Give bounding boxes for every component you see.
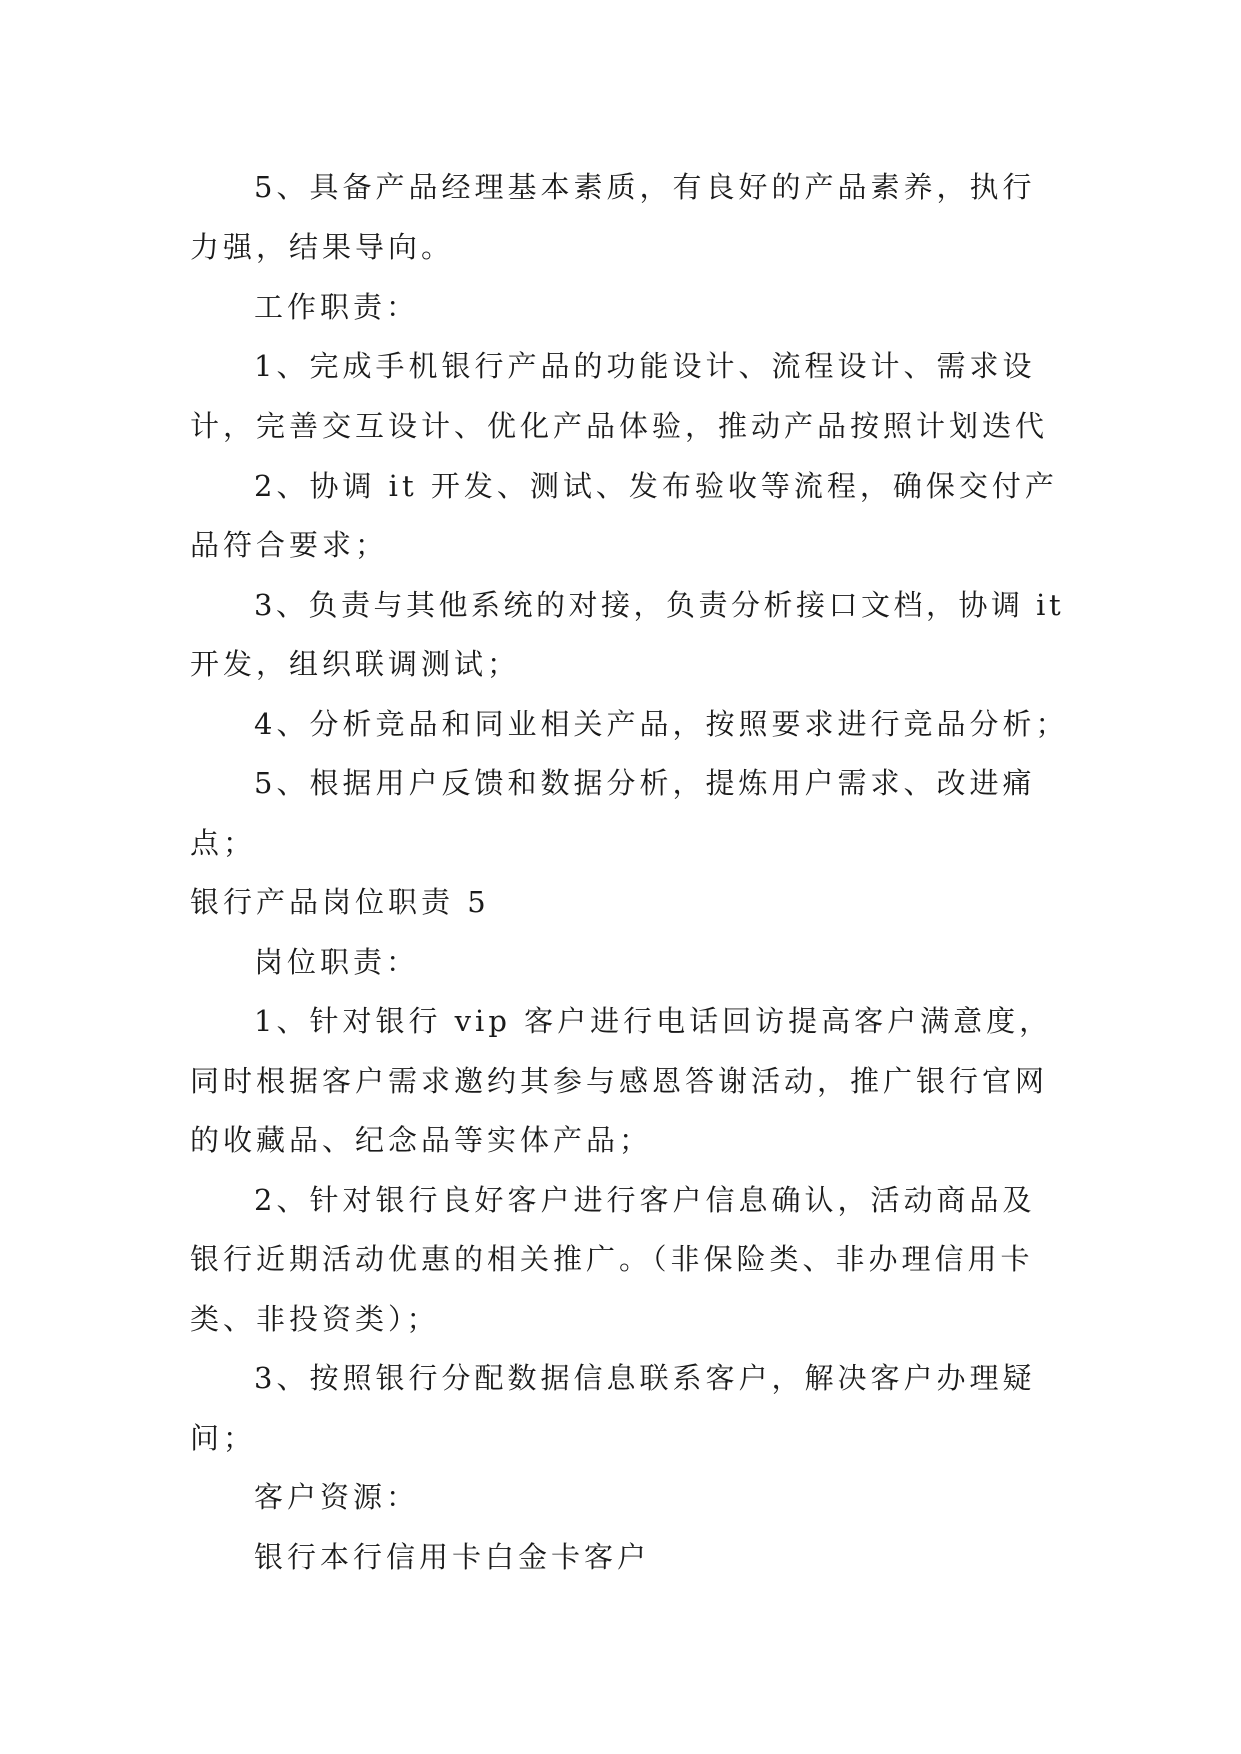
section-heading: 岗位职责： xyxy=(254,945,420,979)
paragraph-line: 银行近期活动优惠的相关推广。（非保险类、非办理信用卡 xyxy=(190,1242,1034,1276)
section-heading: 客户资源： xyxy=(254,1480,420,1514)
paragraph-line: 点； xyxy=(190,826,257,860)
paragraph-line: 品符合要求； xyxy=(190,528,389,562)
paragraph-line: 类、非投资类）； xyxy=(190,1302,440,1336)
paragraph-line: 2、针对银行良好客户进行客户信息确认，活动商品及 xyxy=(254,1183,1036,1217)
paragraph-line: 5、具备产品经理基本素质，有良好的产品素养，执行 xyxy=(254,170,1036,204)
paragraph-line: 银行本行信用卡白金卡客户 xyxy=(254,1540,651,1574)
paragraph-line: 4、分析竞品和同业相关产品，按照要求进行竞品分析； xyxy=(254,707,1069,741)
paragraph-line: 同时根据客户需求邀约其参与感恩答谢活动，推广银行官网 xyxy=(190,1064,1049,1098)
section-title: 银行产品岗位职责 5 xyxy=(190,885,490,919)
paragraph-line: 的收藏品、纪念品等实体产品； xyxy=(190,1123,653,1157)
paragraph-line: 计，完善交互设计、优化产品体验，推动产品按照计划迭代 xyxy=(190,409,1049,443)
paragraph-line: 2、协调 it 开发、测试、发布验收等流程，确保交付产 xyxy=(254,469,1058,503)
paragraph-line: 1、完成手机银行产品的功能设计、流程设计、需求设 xyxy=(254,349,1036,383)
paragraph-line: 开发，组织联调测试； xyxy=(190,647,521,681)
section-heading: 工作职责： xyxy=(254,290,420,324)
paragraph-line: 3、负责与其他系统的对接，负责分析接口文档，协调 it xyxy=(254,588,1065,622)
paragraph-line: 问； xyxy=(190,1421,257,1455)
paragraph-line: 5、根据用户反馈和数据分析，提炼用户需求、改进痛 xyxy=(254,766,1036,800)
paragraph-line: 3、按照银行分配数据信息联系客户，解决客户办理疑 xyxy=(254,1361,1036,1395)
paragraph-line: 1、针对银行 vip 客户进行电话回访提高客户满意度， xyxy=(254,1004,1053,1038)
paragraph-line: 力强，结果导向。 xyxy=(190,230,455,264)
